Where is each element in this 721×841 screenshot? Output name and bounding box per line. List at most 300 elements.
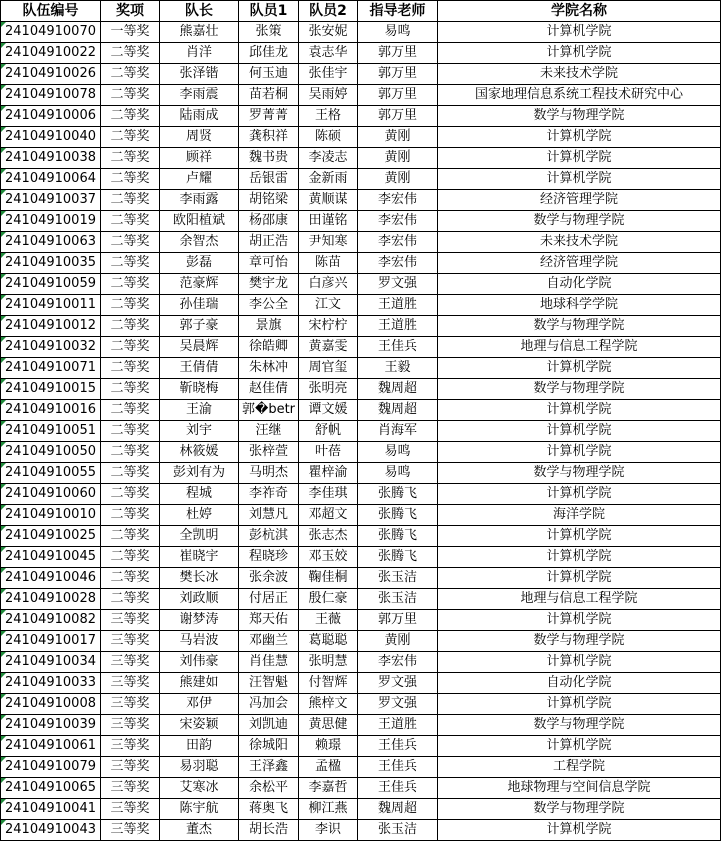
college-cell[interactable]: 计算机学院 [438,22,721,43]
member-1-cell[interactable]: 李公全 [239,295,299,316]
captain-cell[interactable]: 周贤 [160,127,239,148]
advisor-cell[interactable]: 魏周超 [358,799,438,820]
team-id-cell[interactable]: 24104910033 [1,673,101,694]
advisor-cell[interactable]: 李宏伟 [358,211,438,232]
captain-cell[interactable]: 郭子豪 [160,316,239,337]
member-2-cell[interactable]: 鞠佳桐 [299,568,358,589]
advisor-cell[interactable]: 易鸣 [358,22,438,43]
member-2-cell[interactable]: 李佳琪 [299,484,358,505]
captain-cell[interactable]: 宋姿颖 [160,715,239,736]
advisor-cell[interactable]: 郭万里 [358,106,438,127]
captain-cell[interactable]: 程城 [160,484,239,505]
team-id-cell[interactable]: 24104910032 [1,337,101,358]
member-2-cell[interactable]: 孟楹 [299,757,358,778]
member-1-cell[interactable]: 马明杰 [239,463,299,484]
member-1-cell[interactable]: 冯加会 [239,694,299,715]
team-id-cell[interactable]: 24104910065 [1,778,101,799]
advisor-cell[interactable]: 郭万里 [358,85,438,106]
award-cell[interactable]: 一等奖 [101,22,160,43]
table-row [1,484,721,505]
member-1-cell[interactable]: 郑天佑 [239,610,299,631]
award-cell[interactable]: 二等奖 [101,547,160,568]
advisor-cell[interactable]: 黄刚 [358,127,438,148]
captain-cell[interactable]: 熊建如 [160,673,239,694]
member-2-cell[interactable]: 田谨铭 [299,211,358,232]
award-cell[interactable]: 二等奖 [101,484,160,505]
award-cell[interactable]: 二等奖 [101,148,160,169]
table-row [1,316,721,337]
advisor-cell[interactable]: 易鸣 [358,463,438,484]
captain-cell[interactable]: 刘宇 [160,421,239,442]
award-cell[interactable]: 三等奖 [101,715,160,736]
college-cell[interactable]: 计算机学院 [438,547,721,568]
team-id-cell[interactable]: 24104910037 [1,190,101,211]
table-row [1,526,721,547]
captain-cell[interactable]: 王渝 [160,400,239,421]
member-1-cell[interactable]: 胡长浩 [239,820,299,841]
college-cell[interactable]: 地球物理与空间信息学院 [438,778,721,799]
award-cell[interactable]: 二等奖 [101,400,160,421]
advisor-cell[interactable]: 李宏伟 [358,652,438,673]
award-cell[interactable]: 二等奖 [101,463,160,484]
member-2-cell[interactable]: 李凌志 [299,148,358,169]
captain-cell[interactable]: 樊长冰 [160,568,239,589]
member-2-cell[interactable]: 殷仁豪 [299,589,358,610]
member-1-cell[interactable]: 龚积祥 [239,127,299,148]
member-1-cell[interactable]: 余松平 [239,778,299,799]
team-id-cell[interactable]: 24104910082 [1,610,101,631]
member-1-cell[interactable]: 蒋奥飞 [239,799,299,820]
table-row [1,442,721,463]
captain-cell[interactable]: 吴晨辉 [160,337,239,358]
award-cell[interactable]: 三等奖 [101,610,160,631]
award-cell[interactable]: 二等奖 [101,505,160,526]
award-cell[interactable]: 三等奖 [101,631,160,652]
member-2-cell[interactable]: 张志杰 [299,526,358,547]
team-id-cell[interactable]: 24104910043 [1,820,101,841]
award-cell[interactable]: 二等奖 [101,64,160,85]
table-row [1,295,721,316]
member-1-cell[interactable]: 苗若桐 [239,85,299,106]
member-1-cell[interactable]: 汪继 [239,421,299,442]
award-cell[interactable]: 二等奖 [101,295,160,316]
award-cell[interactable]: 三等奖 [101,736,160,757]
member-2-cell[interactable]: 张明亮 [299,379,358,400]
captain-cell[interactable]: 彭磊 [160,253,239,274]
college-cell[interactable]: 地理与信息工程学院 [438,589,721,610]
member-1-cell[interactable]: 徐皓卿 [239,337,299,358]
member-2-cell[interactable]: 黄顺谋 [299,190,358,211]
college-cell[interactable]: 未来技术学院 [438,232,721,253]
team-id-cell[interactable]: 24104910046 [1,568,101,589]
member-1-cell[interactable]: 樊宇龙 [239,274,299,295]
header-college[interactable]: 学院名称 [438,1,721,22]
team-id-cell[interactable]: 24104910055 [1,463,101,484]
team-id-cell[interactable]: 24104910051 [1,421,101,442]
advisor-cell[interactable]: 张玉洁 [358,589,438,610]
college-cell[interactable]: 国家地理信息系统工程技术研究中心 [438,85,721,106]
advisor-cell[interactable]: 黄刚 [358,169,438,190]
college-cell[interactable]: 自动化学院 [438,673,721,694]
member-1-cell[interactable]: 肖佳慧 [239,652,299,673]
member-2-cell[interactable]: 黄思健 [299,715,358,736]
award-cell[interactable]: 二等奖 [101,316,160,337]
header-team-id[interactable]: 队伍编号 [1,1,101,22]
member-2-cell[interactable]: 熊梓文 [299,694,358,715]
team-id-cell[interactable]: 24104910034 [1,652,101,673]
header-advisor[interactable]: 指导老师 [358,1,438,22]
member-2-cell[interactable]: 黄嘉雯 [299,337,358,358]
captain-cell[interactable]: 刘伟豪 [160,652,239,673]
member-1-cell[interactable]: 汪智魁 [239,673,299,694]
team-id-cell[interactable]: 24104910022 [1,43,101,64]
captain-cell[interactable]: 孙佳瑞 [160,295,239,316]
captain-cell[interactable]: 王倩倩 [160,358,239,379]
college-cell[interactable]: 计算机学院 [438,43,721,64]
award-cell[interactable]: 二等奖 [101,169,160,190]
member-1-cell[interactable]: 张策 [239,22,299,43]
member-1-cell[interactable]: 刘凯迪 [239,715,299,736]
advisor-cell[interactable]: 张腾飞 [358,547,438,568]
advisor-cell[interactable]: 王佳兵 [358,337,438,358]
advisor-cell[interactable]: 李宏伟 [358,190,438,211]
college-cell[interactable]: 数学与物理学院 [438,799,721,820]
advisor-cell[interactable]: 王道胜 [358,295,438,316]
member-2-cell[interactable]: 吴雨婷 [299,85,358,106]
team-id-cell[interactable]: 24104910028 [1,589,101,610]
header-member-2[interactable]: 队员2 [299,1,358,22]
captain-cell[interactable]: 刘政顺 [160,589,239,610]
college-cell[interactable]: 自动化学院 [438,274,721,295]
award-cell[interactable]: 三等奖 [101,757,160,778]
college-cell[interactable]: 数学与物理学院 [438,316,721,337]
captain-cell[interactable]: 易羽聪 [160,757,239,778]
member-1-cell[interactable]: 章可怡 [239,253,299,274]
member-2-cell[interactable]: 袁志华 [299,43,358,64]
award-cell[interactable]: 三等奖 [101,673,160,694]
award-cell[interactable]: 二等奖 [101,337,160,358]
member-1-cell[interactable]: 程晓珍 [239,547,299,568]
advisor-cell[interactable]: 王佳兵 [358,778,438,799]
member-1-cell[interactable]: 王泽鑫 [239,757,299,778]
member-2-cell[interactable]: 周官玺 [299,358,358,379]
advisor-cell[interactable]: 魏周超 [358,379,438,400]
captain-cell[interactable]: 肖洋 [160,43,239,64]
captain-cell[interactable]: 李雨露 [160,190,239,211]
team-id-cell[interactable]: 24104910050 [1,442,101,463]
college-cell[interactable]: 计算机学院 [438,610,721,631]
advisor-cell[interactable]: 罗文强 [358,274,438,295]
team-id-cell[interactable]: 24104910063 [1,232,101,253]
member-1-cell[interactable]: 张梓萱 [239,442,299,463]
member-1-cell[interactable]: 岳银雷 [239,169,299,190]
award-cell[interactable]: 二等奖 [101,253,160,274]
header-member-1[interactable]: 队员1 [239,1,299,22]
member-2-cell[interactable]: 张安妮 [299,22,358,43]
team-id-cell[interactable]: 24104910010 [1,505,101,526]
advisor-cell[interactable]: 王佳兵 [358,757,438,778]
header-award[interactable]: 奖项 [101,1,160,22]
college-cell[interactable]: 计算机学院 [438,736,721,757]
captain-cell[interactable]: 顾祥 [160,148,239,169]
table-row [1,64,721,85]
member-2-cell[interactable]: 付智辉 [299,673,358,694]
award-cell[interactable]: 三等奖 [101,694,160,715]
award-cell[interactable]: 二等奖 [101,274,160,295]
member-1-cell[interactable]: 罗菁菁 [239,106,299,127]
advisor-cell[interactable]: 魏周超 [358,400,438,421]
captain-cell[interactable]: 谢梦涛 [160,610,239,631]
college-cell[interactable]: 地球科学学院 [438,295,721,316]
team-id-cell[interactable]: 24104910040 [1,127,101,148]
advisor-cell[interactable]: 黄刚 [358,631,438,652]
advisor-cell[interactable]: 罗文强 [358,694,438,715]
captain-cell[interactable]: 马岩波 [160,631,239,652]
college-cell[interactable]: 未来技术学院 [438,64,721,85]
college-cell[interactable]: 海洋学院 [438,505,721,526]
award-cell[interactable]: 三等奖 [101,778,160,799]
table-row [1,232,721,253]
advisor-cell[interactable]: 张玉洁 [358,568,438,589]
college-cell[interactable]: 数学与物理学院 [438,715,721,736]
captain-cell[interactable]: 杜婷 [160,505,239,526]
team-id-cell[interactable]: 24104910038 [1,148,101,169]
college-cell[interactable]: 数学与物理学院 [438,211,721,232]
member-2-cell[interactable]: 王薇 [299,610,358,631]
team-id-cell[interactable]: 24104910059 [1,274,101,295]
team-id-cell[interactable]: 24104910025 [1,526,101,547]
member-1-cell[interactable]: 胡铭梁 [239,190,299,211]
college-cell[interactable]: 经济管理学院 [438,253,721,274]
member-1-cell[interactable]: 杨邵康 [239,211,299,232]
advisor-cell[interactable]: 王毅 [358,358,438,379]
advisor-cell[interactable]: 张玉洁 [358,820,438,841]
team-id-cell[interactable]: 24104910035 [1,253,101,274]
college-cell[interactable]: 计算机学院 [438,400,721,421]
team-id-cell[interactable]: 24104910011 [1,295,101,316]
captain-cell[interactable]: 陈宇航 [160,799,239,820]
captain-cell[interactable]: 张泽锴 [160,64,239,85]
captain-cell[interactable]: 范豪辉 [160,274,239,295]
captain-cell[interactable]: 靳晓梅 [160,379,239,400]
member-1-cell[interactable]: 郭�betr [239,400,299,421]
college-cell[interactable]: 计算机学院 [438,169,721,190]
member-2-cell[interactable]: 金新雨 [299,169,358,190]
captain-cell[interactable]: 全凯明 [160,526,239,547]
table-row [1,631,721,652]
advisor-cell[interactable]: 李宏伟 [358,253,438,274]
member-1-cell[interactable]: 赵佳倩 [239,379,299,400]
member-1-cell[interactable]: 徐城阳 [239,736,299,757]
award-cell[interactable]: 二等奖 [101,232,160,253]
advisor-cell[interactable]: 李宏伟 [358,232,438,253]
member-2-cell[interactable]: 邓玉姣 [299,547,358,568]
captain-cell[interactable]: 林筱媛 [160,442,239,463]
award-cell[interactable]: 二等奖 [101,568,160,589]
captain-cell[interactable]: 彭刘有为 [160,463,239,484]
advisor-cell[interactable]: 张腾飞 [358,526,438,547]
member-1-cell[interactable]: 邓幽兰 [239,631,299,652]
college-cell[interactable]: 计算机学院 [438,421,721,442]
member-1-cell[interactable]: 付居正 [239,589,299,610]
member-1-cell[interactable]: 邱佳龙 [239,43,299,64]
table-row [1,799,721,820]
member-1-cell[interactable]: 李祚奇 [239,484,299,505]
team-id-cell[interactable]: 24104910006 [1,106,101,127]
college-cell[interactable]: 计算机学院 [438,568,721,589]
table-row [1,652,721,673]
award-cell[interactable]: 三等奖 [101,652,160,673]
member-2-cell[interactable]: 陈硕 [299,127,358,148]
member-2-cell[interactable]: 李识 [299,820,358,841]
advisor-cell[interactable]: 易鸣 [358,442,438,463]
captain-cell[interactable]: 艾寒冰 [160,778,239,799]
advisor-cell[interactable]: 郭万里 [358,43,438,64]
team-id-cell[interactable]: 24104910061 [1,736,101,757]
team-id-cell[interactable]: 24104910070 [1,22,101,43]
advisor-cell[interactable]: 张腾飞 [358,505,438,526]
college-cell[interactable]: 计算机学院 [438,442,721,463]
team-id-cell[interactable]: 24104910071 [1,358,101,379]
college-cell[interactable]: 经济管理学院 [438,190,721,211]
member-2-cell[interactable]: 邓超文 [299,505,358,526]
member-1-cell[interactable]: 魏书贵 [239,148,299,169]
award-cell[interactable]: 二等奖 [101,379,160,400]
college-cell[interactable]: 计算机学院 [438,148,721,169]
member-2-cell[interactable]: 张明慧 [299,652,358,673]
member-2-cell[interactable]: 江文 [299,295,358,316]
award-cell[interactable]: 二等奖 [101,589,160,610]
table-row [1,106,721,127]
member-1-cell[interactable]: 刘慧凡 [239,505,299,526]
member-2-cell[interactable]: 尹知寒 [299,232,358,253]
table-row [1,736,721,757]
advisor-cell[interactable]: 张腾飞 [358,484,438,505]
advisor-cell[interactable]: 罗文强 [358,673,438,694]
award-cell[interactable]: 三等奖 [101,799,160,820]
member-2-cell[interactable]: 李嘉哲 [299,778,358,799]
college-cell[interactable]: 数学与物理学院 [438,631,721,652]
member-2-cell[interactable]: 叶蓓 [299,442,358,463]
captain-cell[interactable]: 卢耀 [160,169,239,190]
advisor-cell[interactable]: 王道胜 [358,316,438,337]
college-cell[interactable]: 数学与物理学院 [438,379,721,400]
captain-cell[interactable]: 余智杰 [160,232,239,253]
member-2-cell[interactable]: 张佳宇 [299,64,358,85]
table-row [1,547,721,568]
member-2-cell[interactable]: 葛聪聪 [299,631,358,652]
captain-cell[interactable]: 欧阳植斌 [160,211,239,232]
college-cell[interactable]: 计算机学院 [438,652,721,673]
award-cell[interactable]: 二等奖 [101,190,160,211]
table-row [1,169,721,190]
member-2-cell[interactable]: 瞿梓渝 [299,463,358,484]
captain-cell[interactable]: 崔晓宇 [160,547,239,568]
college-cell[interactable]: 计算机学院 [438,127,721,148]
member-1-cell[interactable]: 景旗 [239,316,299,337]
college-cell[interactable]: 地理与信息工程学院 [438,337,721,358]
award-cell[interactable]: 二等奖 [101,43,160,64]
team-id-cell[interactable]: 24104910015 [1,379,101,400]
college-cell[interactable]: 计算机学院 [438,820,721,841]
award-cell[interactable]: 二等奖 [101,526,160,547]
award-cell[interactable]: 三等奖 [101,820,160,841]
college-cell[interactable]: 计算机学院 [438,694,721,715]
college-cell[interactable]: 计算机学院 [438,358,721,379]
team-id-cell[interactable]: 24104910008 [1,694,101,715]
member-2-cell[interactable]: 陈苗 [299,253,358,274]
team-id-cell[interactable]: 24104910016 [1,400,101,421]
captain-cell[interactable]: 邓伊 [160,694,239,715]
award-cell[interactable]: 二等奖 [101,358,160,379]
member-1-cell[interactable]: 彭杭淇 [239,526,299,547]
member-1-cell[interactable]: 张余波 [239,568,299,589]
table-row [1,85,721,106]
team-id-cell[interactable]: 24104910060 [1,484,101,505]
team-id-cell[interactable]: 24104910064 [1,169,101,190]
member-2-cell[interactable]: 赖璟 [299,736,358,757]
team-id-cell[interactable]: 24104910017 [1,631,101,652]
advisor-cell[interactable]: 王道胜 [358,715,438,736]
award-cell[interactable]: 二等奖 [101,127,160,148]
college-cell[interactable]: 工程学院 [438,757,721,778]
captain-cell[interactable]: 田韵 [160,736,239,757]
captain-cell[interactable]: 熊嘉壮 [160,22,239,43]
header-captain[interactable]: 队长 [160,1,239,22]
award-cell[interactable]: 二等奖 [101,442,160,463]
advisor-cell[interactable]: 王佳兵 [358,736,438,757]
college-cell[interactable]: 数学与物理学院 [438,463,721,484]
advisor-cell[interactable]: 肖海军 [358,421,438,442]
team-id-cell[interactable]: 24104910019 [1,211,101,232]
advisor-cell[interactable]: 郭万里 [358,64,438,85]
member-2-cell[interactable]: 舒帆 [299,421,358,442]
college-cell[interactable]: 计算机学院 [438,484,721,505]
advisor-cell[interactable]: 黄刚 [358,148,438,169]
captain-cell[interactable]: 陆雨成 [160,106,239,127]
award-cell[interactable]: 二等奖 [101,85,160,106]
member-1-cell[interactable]: 朱林冲 [239,358,299,379]
college-cell[interactable]: 数学与物理学院 [438,106,721,127]
team-id-cell[interactable]: 24104910026 [1,64,101,85]
member-2-cell[interactable]: 宋柠柠 [299,316,358,337]
team-id-cell[interactable]: 24104910039 [1,715,101,736]
header-row [1,1,721,22]
table-row [1,463,721,484]
table-row [1,127,721,148]
team-id-cell[interactable]: 24104910045 [1,547,101,568]
member-1-cell[interactable]: 何玉迪 [239,64,299,85]
captain-cell[interactable]: 董杰 [160,820,239,841]
table-row [1,778,721,799]
member-2-cell[interactable]: 白彦兴 [299,274,358,295]
award-cell[interactable]: 二等奖 [101,421,160,442]
college-cell[interactable]: 计算机学院 [438,526,721,547]
captain-cell[interactable]: 李雨震 [160,85,239,106]
advisor-cell[interactable]: 郭万里 [358,610,438,631]
member-2-cell[interactable]: 柳江燕 [299,799,358,820]
award-cell[interactable]: 二等奖 [101,211,160,232]
member-2-cell[interactable]: 谭文媛 [299,400,358,421]
team-id-cell[interactable]: 24104910079 [1,757,101,778]
team-id-cell[interactable]: 24104910078 [1,85,101,106]
award-cell[interactable]: 二等奖 [101,106,160,127]
table-row [1,148,721,169]
member-2-cell[interactable]: 王格 [299,106,358,127]
team-id-cell[interactable]: 24104910041 [1,799,101,820]
member-1-cell[interactable]: 胡正浩 [239,232,299,253]
team-id-cell[interactable]: 24104910012 [1,316,101,337]
